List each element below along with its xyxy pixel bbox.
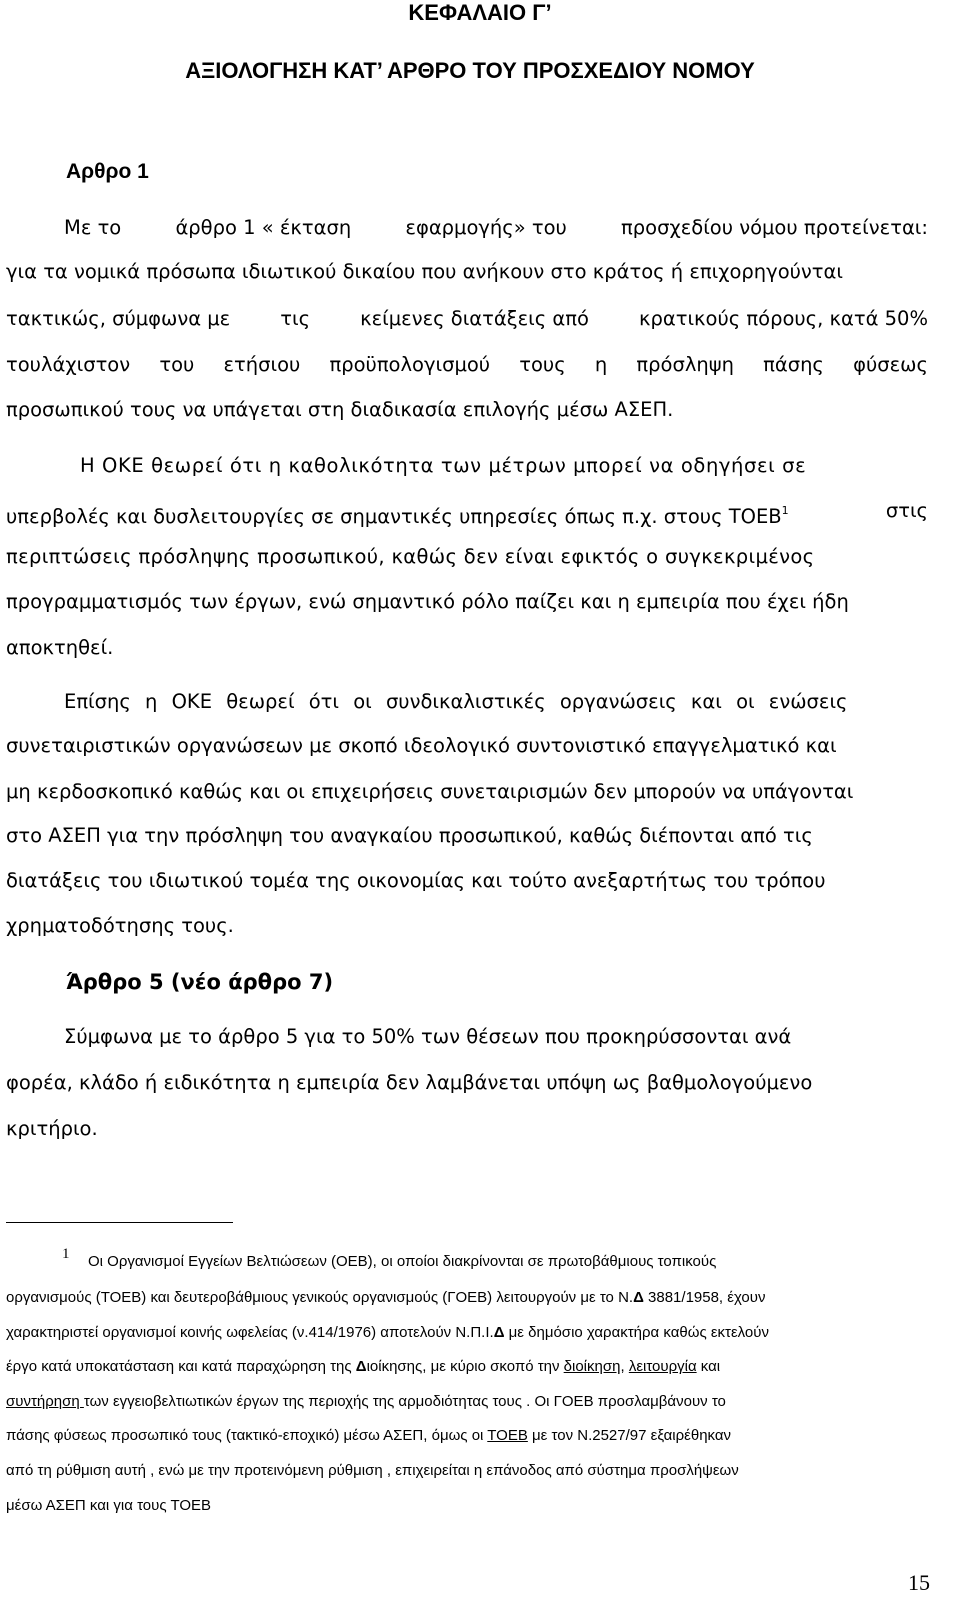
text-line: τουλάχιστον του ετήσιου προϋπολογισμού τους η πρόσληψη πάσης φύσεως bbox=[6, 353, 928, 376]
text-line: χρηματοδότησης τους. bbox=[6, 914, 234, 937]
link-toeb[interactable]: ΤΟΕΒ bbox=[487, 1427, 528, 1444]
text-line: Σύμφωνα με το άρθρο 5 για το 50% των θέσεων που προκηρύσσονται ανά bbox=[64, 1025, 792, 1048]
text-line: προσωπικού τους να υπάγεται στη διαδικασία επιλογής μέσω ΑΣΕΠ. bbox=[6, 398, 674, 421]
footnote-line: συντήρηση των εγγειοβελτιωτικών έργων της περιοχής της αρμοδιότητας τους . Οι ΓΟΕΒ προσλαμβάνουν το bbox=[6, 1393, 726, 1410]
article-1-heading: Αρθρο 1 bbox=[66, 160, 149, 183]
text-line: Επίσης η ΟΚΕ θεωρεί ότι οι συνδικαλιστικές οργανώσεις και οι ενώσεις bbox=[64, 690, 848, 713]
page-number: 15 bbox=[908, 1570, 930, 1595]
text-line: υπερβολές και δυσλειτουργίες σε σημαντικές υπηρεσίες όπως π.χ. στους ΤΟΕΒ$^1$ στις bbox=[6, 499, 928, 528]
text-line: συνεταιριστικών οργανώσεων με σκοπό ιδεολογικό συντονιστικό επαγγελματικό και bbox=[6, 734, 837, 757]
footnote-line: οργανισμούς (ΤΟΕΒ) και δευτεροβάθμιους γενικούς οργανισμούς (ΓΟΕΒ) λειτουργούν με το Ν.Δ 3881/1958, έχουν bbox=[6, 1289, 766, 1306]
text-line: προγραμματισμός των έργων, ενώ σημαντικό ρόλο παίζει και η εμπειρία που έχει ήδη bbox=[6, 590, 849, 613]
footnote-line: έργο κατά υποκατάσταση και κατά παραχώρηση της Διοίκησης, με κύριο σκοπό την διοίκηση, λειτουργία και bbox=[6, 1358, 721, 1375]
link-dioikisi[interactable]: διοίκηση bbox=[563, 1358, 621, 1375]
footnote-line: πάσης φύσεως προσωπικό τους (τακτικό-εποχικό) μέσω ΑΣΕΠ, όμως οι ΤΟΕΒ με τον Ν.2527/97 εξαιρέθηκαν bbox=[6, 1427, 732, 1444]
text-line: διατάξεις του ιδιωτικού τομέα της οικονομίας και τούτο ανεξαρτήτως του τρόπου bbox=[6, 869, 826, 892]
text-line: κριτήριο. bbox=[6, 1117, 98, 1140]
text-line: Η ΟΚΕ θεωρεί ότι η καθολικότητα των μέτρων μπορεί να οδηγήσει σε bbox=[80, 454, 807, 477]
text-line: φορέα, κλάδο ή ειδικότητα η εμπειρία δεν λαμβάνεται υπόψη ως βαθμολογούμενο bbox=[6, 1071, 813, 1094]
chapter-title: ΚΕΦΑΛΑΙΟ Γ’ bbox=[408, 0, 552, 25]
text-line: στο ΑΣΕΠ για την πρόσληψη του αναγκαίου προσωπικού, καθώς διέπονται από τις bbox=[6, 824, 813, 847]
footnote-line: από τη ρύθμιση αυτή , ενώ με την προτεινόμενη ρύθμιση , επιχειρείται η επάνοδος από σύστημα προσλήψεων bbox=[6, 1462, 739, 1479]
text-line: αποκτηθεί. bbox=[6, 636, 114, 659]
article-5-heading: Άρθρο 5 (νέο άρθρο 7) bbox=[66, 970, 334, 994]
footnote-line: Οι Οργανισμοί Εγγείων Βελτιώσεων (ΟΕΒ), οι οποίοι διακρίνονται σε πρωτοβάθμιους τοπικούς bbox=[88, 1253, 717, 1270]
text-line: περιπτώσεις πρόσληψης προσωπικού, καθώς δεν είναι εφικτός ο συγκεκριμένος bbox=[6, 545, 815, 568]
footnote-number: 1 bbox=[62, 1246, 70, 1262]
text-line: μη κερδοσκοπικό καθώς και οι επιχειρήσεις συνεταιρισμών δεν μπορούν να υπάγονται bbox=[6, 780, 854, 803]
text-line: για τα νομικά πρόσωπα ιδιωτικού δικαίου που ανήκουν στο κράτος ή επιχορηγούνται bbox=[6, 260, 843, 283]
section-title: ΑΞΙΟΛΟΓΗΣΗ ΚΑΤ’ ΑΡΘΡΟ ΤΟΥ ΠΡΟΣΧΕΔΙΟΥ ΝΟΜΟΥ bbox=[185, 58, 755, 83]
footnote-line: χαρακτηριστεί οργανισμοί κοινής ωφελείας (ν.414/1976) αποτελούν Ν.Π.Ι.Δ με δημόσιο χαρακτήρα καθώς εκτελούν bbox=[6, 1324, 769, 1341]
footnote-separator bbox=[6, 1222, 233, 1223]
text-line: τακτικώς, σύμφωνα με τις κείμενες διατάξεις από κρατικούς πόρους, κατά 50% bbox=[6, 307, 928, 330]
footnote-line: μέσω ΑΣΕΠ και για τους ΤΟΕΒ bbox=[6, 1497, 212, 1514]
text-line: Με το άρθρο 1 « έκταση εφαρμογής» του προσχεδίου νόμου προτείνεται: bbox=[64, 216, 928, 239]
link-leitourgia[interactable]: λειτουργία bbox=[628, 1358, 697, 1375]
link-syntirisi[interactable]: συντήρηση bbox=[6, 1393, 84, 1410]
footnote-reference[interactable]: 1 bbox=[781, 504, 789, 517]
